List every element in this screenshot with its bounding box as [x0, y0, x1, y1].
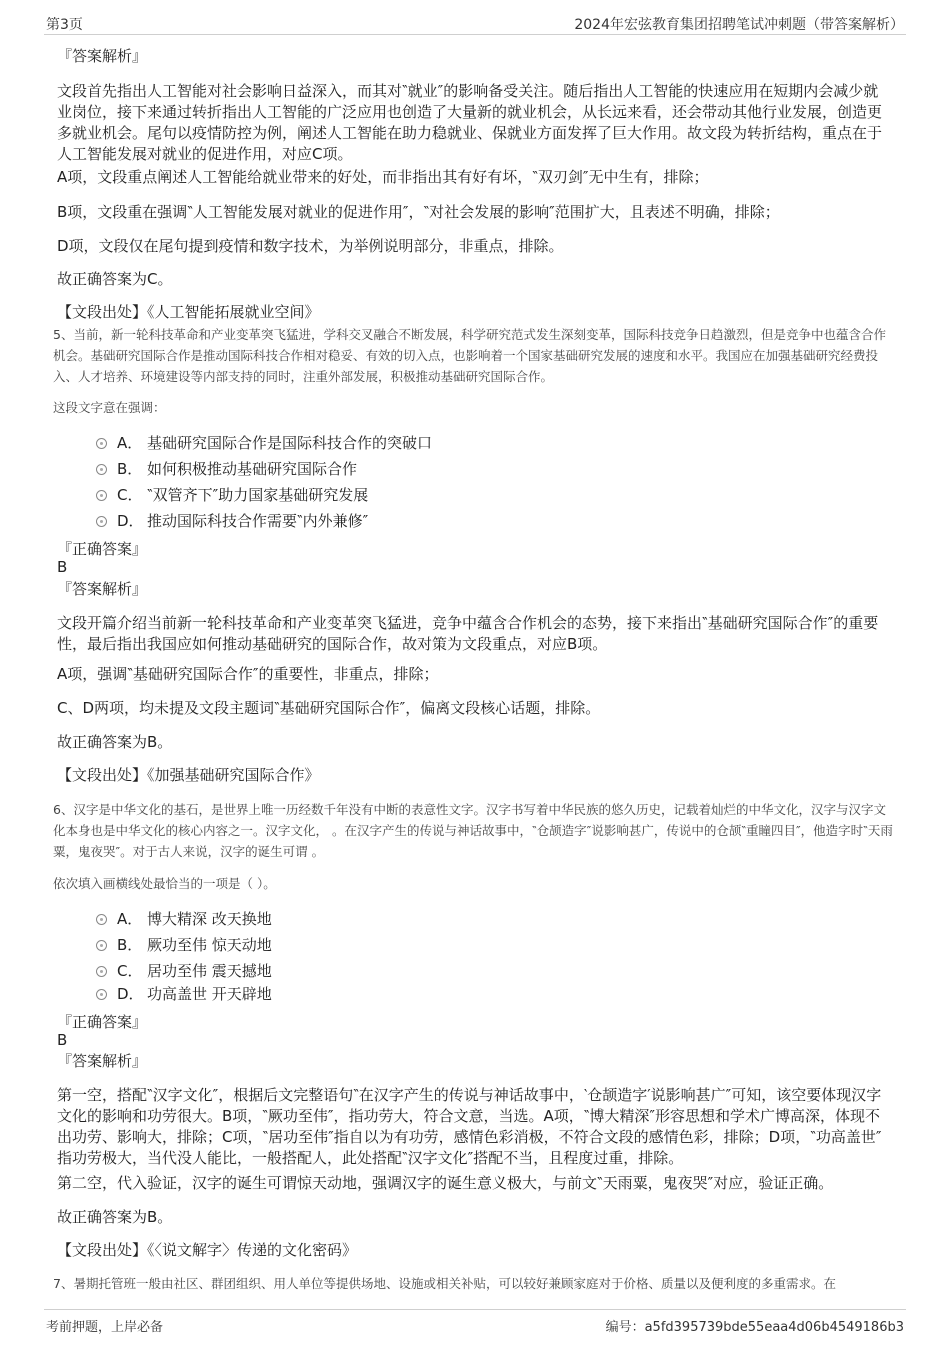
q5-option-a[interactable]: A． 基础研究国际合作是国际科技合作的突破口 [96, 433, 432, 454]
analysis-paragraph-2: 第二空，代入验证，汉字的诞生可谓惊天动地，强调汉字的诞生意义极大，与前文‶天雨粟，鬼夜哭″对应，验证正确。 [57, 1174, 834, 1192]
answer-analysis-label: 『答案解析』 [57, 1052, 148, 1070]
document-title: 2024年宏弦教育集团招聘笔试冲刺题（带答案解析） [574, 17, 904, 33]
radio-icon[interactable] [96, 914, 107, 925]
radio-icon[interactable] [96, 940, 107, 951]
analysis-option-a: A项，强调‶基础研究国际合作″的重要性，非重点，排除； [57, 665, 439, 683]
q6-option-d[interactable]: D． 功高盖世 开天辟地 [96, 984, 272, 1005]
conclusion: 故正确答案为B。 [57, 733, 173, 751]
radio-icon[interactable] [96, 989, 107, 1000]
q5-option-d[interactable]: D． 推动国际科技合作需要‶内外兼修″ [96, 511, 368, 532]
radio-icon[interactable] [96, 438, 107, 449]
q6-option-c[interactable]: C． 居功至伟 震天撼地 [96, 961, 272, 982]
question-6-text: 6、汉字是中华文化的基石，是世界上唯一历经数千年没有中断的表意性文字。汉字书写着中华民族的悠久历史，记载着灿烂的中华文化，汉字与汉字文化本身也是中华文化的核心内容之一。汉字文化， 。在汉字产生的传说与神话故事中，‶仓颉造字″说影响甚广，传说中的仓颉‶重瞳四目″，他造字时‶天雨粟，鬼夜哭″。对于古人来说，汉字的诞生可谓 。 [53, 802, 893, 859]
source-citation: 【文段出处】《人工智能拓展就业空间》 [57, 303, 320, 321]
analysis-option-a: A项，文段重点阐述人工智能给就业带来的好处，而非指出其有好有坏，‶双刃剑″无中生有，排除； [57, 168, 709, 186]
q6-option-a[interactable]: A． 博大精深 改天换地 [96, 909, 272, 930]
answer-analysis-label: 『答案解析』 [57, 580, 148, 598]
q6-option-b[interactable]: B． 厥功至伟 惊天动地 [96, 935, 272, 956]
q5-option-c[interactable]: C． ‶双管齐下″助力国家基础研究发展 [96, 485, 368, 506]
conclusion: 故正确答案为B。 [57, 1208, 173, 1226]
correct-answer-value: B [57, 1031, 68, 1049]
answer-analysis-label: 『答案解析』 [57, 47, 148, 65]
document-code: 编号：a5fd395739bde55eaa4d06b4549186b3 [605, 1320, 904, 1335]
radio-icon[interactable] [96, 966, 107, 977]
question-6-prompt: 依次填入画横线处最恰当的一项是（ ）。 [53, 876, 276, 891]
question-5-prompt: 这段文字意在强调： [53, 400, 166, 415]
page-footer [44, 1309, 906, 1336]
q5-option-b[interactable]: B． 如何积极推动基础研究国际合作 [96, 459, 357, 480]
radio-icon[interactable] [96, 490, 107, 501]
question-7-text: 7、暑期托管班一般由社区、群团组织、用人单位等提供场地、设施或相关补贴，可以较好兼顾家庭对于价格、质量以及便利度的多重需求。在 [53, 1276, 836, 1291]
correct-answer-label: 『正确答案』 [57, 1013, 148, 1031]
correct-answer-value: B [57, 558, 68, 576]
question-5-text: 5、当前，新一轮科技革命和产业变革突飞猛进，学科交叉融合不断发展，科学研究范式发生深刻变革，国际科技竞争日趋激烈，但是竞争中也蕴含合作机会。基础研究国际合作是推动国际科技合作相对稳妥、有效的切入点，也影响着一个国家基础研究发展的速度和水平。我国应在加强基础研究经费投入、人才培养、环境建设等内部支持的同时，注重外部发展，积极推动基础研究国际合作。 [53, 327, 886, 384]
page-header [44, 12, 906, 35]
source-citation: 【文段出处】《〈说文解字〉传递的文化密码》 [57, 1241, 358, 1259]
analysis-paragraph: 第一空，搭配‶汉字文化″，根据后文完整语句‶在汉字产生的传说与神话故事中，‵仓颉造字′说影响甚广″可知，该空要体现汉字文化的影响和功劳很大。B项，‶厥功至伟″，指功劳大，符合文意，当选。A项，‶博大精深″形容思想和学术广博高深，体现不出功劳、影响大，排除；C项，‶居功至伟″指自以为有功劳，感情色彩消极，不符合文段的感情色彩，排除；D项，‶功高盖世″指功劳极大，当代没人能比，一般搭配人，此处搭配‶汉字文化″搭配不当，且程度过重，排除。 [57, 1086, 882, 1167]
analysis-option-cd: C、D两项，均未提及文段主题词‶基础研究国际合作″，偏离文段核心话题，排除。 [57, 699, 601, 717]
correct-answer-label: 『正确答案』 [57, 540, 148, 558]
conclusion: 故正确答案为C。 [57, 270, 173, 288]
analysis-paragraph: 文段开篇介绍当前新一轮科技革命和产业变革突飞猛进，竞争中蕴含合作机会的态势，接下来指出‶基础研究国际合作″的重要性，最后指出我国应如何推动基础研究的国际合作，故对策为文段重点，对应B项。 [57, 614, 879, 653]
footer-slogan: 考前押题，上岸必备 [46, 1320, 164, 1335]
radio-icon[interactable] [96, 464, 107, 475]
page-number: 第3页 [46, 17, 83, 33]
radio-icon[interactable] [96, 516, 107, 527]
analysis-option-d: D项，文段仅在尾句提到疫情和数字技术，为举例说明部分，非重点，排除。 [57, 237, 564, 255]
source-citation: 【文段出处】《加强基础研究国际合作》 [57, 766, 320, 784]
analysis-paragraph: 文段首先指出人工智能对社会影响日益深入，而其对‶就业″的影响备受关注。随后指出人工智能的快速应用在短期内会减少就业岗位，接下来通过转折指出人工智能的广泛应用也创造了大量新的就业机会，从长远来看，还会带动其他行业发展，创造更多就业机会。尾句以疫情防控为例，阐述人工智能在助力稳就业、保就业方面发挥了巨大作用。故文段为转折结构，重点在于人工智能发展对就业的促进作用，对应C项。 [57, 82, 883, 163]
analysis-option-b: B项，文段重在强调‶人工智能发展对就业的促进作用″，‶对社会发展的影响″范围扩大，且表述不明确，排除； [57, 203, 780, 221]
